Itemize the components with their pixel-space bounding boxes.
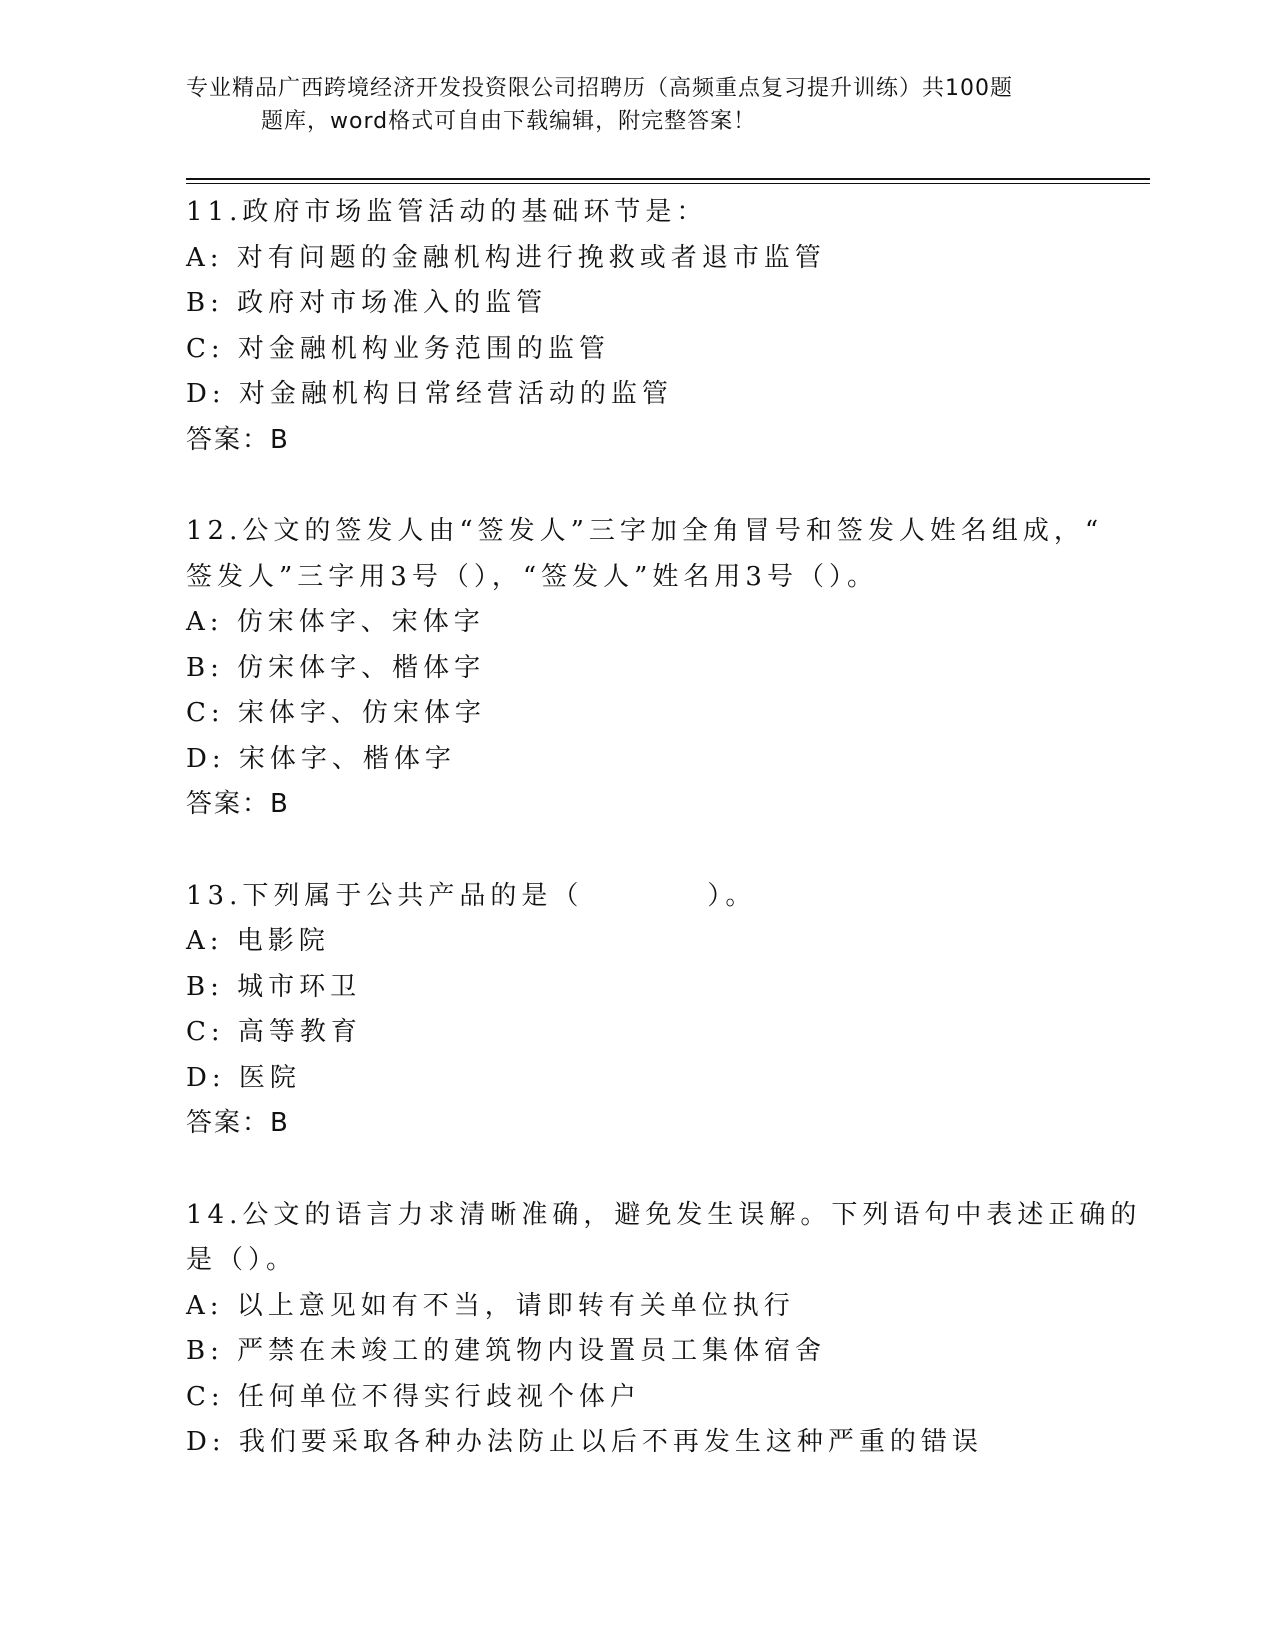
question-11 <box>186 190 1086 463</box>
answer: 答案：B <box>186 424 290 455</box>
question-stem: 14.公文的语言力求清晰准确，避免发生误解。下列语句中表述正确的 <box>186 1199 1142 1230</box>
option-d: D: 宋体字、楷体字 <box>186 743 456 774</box>
option-a: A: 仿宋体字、宋体字 <box>186 607 485 637</box>
question-13 <box>186 874 1086 1147</box>
question-stem-continued: 签发人”三字用3号（），“签发人”姓名用3号（）。 <box>186 561 878 592</box>
header-divider-thick <box>186 178 1150 180</box>
option-a: A: 电影院 <box>186 926 330 956</box>
option-b: B: 严禁在未竣工的建筑物内设置员工集体宿舍 <box>186 1336 827 1366</box>
answer: 答案：B <box>186 789 290 819</box>
header-line-2: 题库，word格式可自由下载编辑，附完整答案！ <box>261 109 757 134</box>
option-d: D: 对金融机构日常经营活动的监管 <box>186 379 673 409</box>
question-list <box>186 190 1142 1512</box>
option-c: C: 任何单位不得实行歧视个体户 <box>186 1381 641 1412</box>
option-c: C: 高等教育 <box>186 1017 362 1047</box>
option-c: C: 对金融机构业务范围的监管 <box>186 333 610 364</box>
option-a: A: 对有问题的金融机构进行挽救或者退市监管 <box>186 242 826 273</box>
answer: 答案：B <box>186 1108 290 1138</box>
option-b: B: 仿宋体字、楷体字 <box>186 652 486 683</box>
question-stem: 12.公文的签发人由“签发人”三字加全角冒号和签发人姓名组成，“ <box>186 516 1104 546</box>
header-line-1: 专业精品广西跨境经济开发投资限公司招聘历（高频重点复习提升训练）共100题 <box>186 76 1013 101</box>
question-stem: 13.下列属于公共产品的是（ ）。 <box>186 880 757 911</box>
option-d: D: 医院 <box>186 1062 301 1093</box>
document-header <box>186 72 1086 138</box>
question-stem-continued: 是（）。 <box>186 1245 298 1275</box>
option-a: A: 以上意见如有不当，请即转有关单位执行 <box>186 1290 795 1321</box>
question-14 <box>186 1193 1142 1466</box>
question-stem: 11.政府市场监管活动的基础环节是： <box>186 197 708 227</box>
option-b: B: 城市环卫 <box>186 971 362 1002</box>
option-b: B: 政府对市场准入的监管 <box>186 288 548 318</box>
option-c: C: 宋体字、仿宋体字 <box>186 698 486 728</box>
question-12 <box>186 509 1104 828</box>
header-divider-thin <box>186 183 1150 184</box>
option-d: D: 我们要采取各种办法防止以后不再发生这种严重的错误 <box>186 1427 983 1457</box>
